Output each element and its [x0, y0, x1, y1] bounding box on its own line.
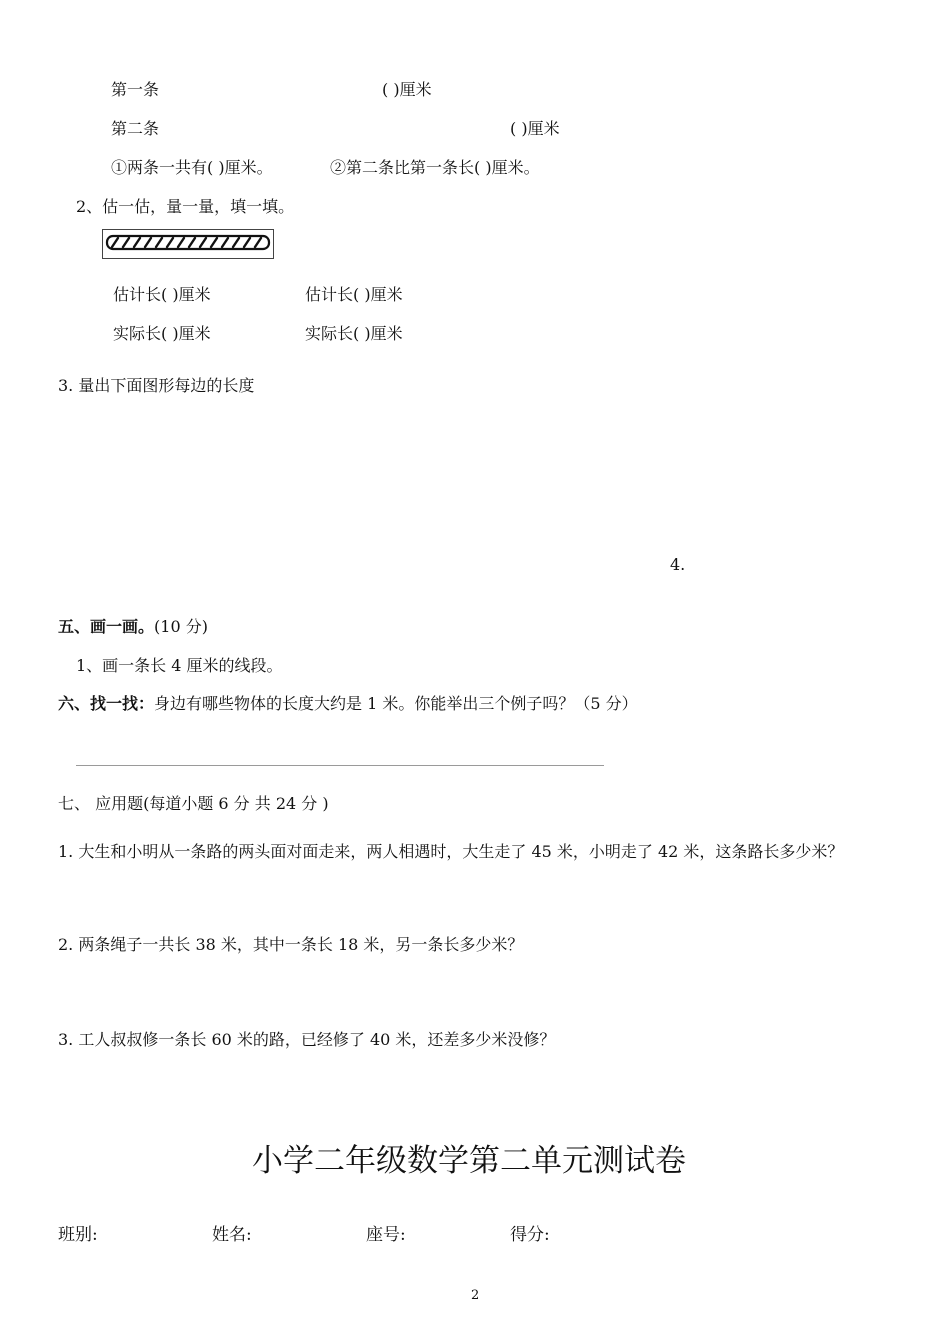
q4-label: 4. — [670, 555, 686, 574]
line1-label: 第一条 — [111, 80, 160, 99]
q1-sub1: ①两条一共有( )厘米。 — [111, 158, 273, 177]
answer-line — [76, 765, 604, 766]
q2-right-actual: 实际长( )厘米 — [305, 324, 403, 343]
q3-title: 3. 量出下面图形每边的长度 — [58, 376, 255, 395]
q2-left-estimate: 估计长( )厘米 — [113, 285, 211, 304]
section7-title: 七、 应用题(每道小题 6 分 共 24 分 ) — [58, 794, 329, 813]
section5-item1: 1、画一条长 4 厘米的线段。 — [76, 656, 283, 675]
seat-label: 座号: — [366, 1225, 406, 1245]
section5-score: (10 分) — [154, 617, 208, 636]
line2-label: 第二条 — [111, 119, 160, 138]
page-number: 2 — [471, 1288, 480, 1303]
q2-right-estimate: 估计长( )厘米 — [305, 285, 403, 304]
class-label: 班别: — [58, 1225, 98, 1245]
score-label: 得分: — [510, 1225, 550, 1245]
exam-title: 小学二年级数学第二单元测试卷 — [252, 1143, 686, 1179]
section7-problem2: 2. 两条绳子一共长 38 米，其中一条长 18 米，另一条长多少米？ — [58, 935, 524, 954]
name-label: 姓名: — [212, 1225, 252, 1245]
line2-answer: ( )厘米 — [510, 119, 560, 138]
line1-answer: ( )厘米 — [382, 80, 432, 99]
section6-text: 身边有哪些物体的长度大约是 1 米。你能举出三个例子吗？（5 分） — [154, 694, 638, 713]
q2-left-actual: 实际长( )厘米 — [113, 324, 211, 343]
pencil-figure — [102, 229, 274, 259]
q2-title: 2、估一估，量一量，填一填。 — [76, 197, 295, 216]
section7-problem3: 3. 工人叔叔修一条长 60 米的路，已经修了 40 米，还差多少米没修？ — [58, 1030, 556, 1049]
section5-heading — [58, 617, 208, 637]
q1-sub2: ②第二条比第一条长( )厘米。 — [330, 158, 540, 177]
pencil-icon — [103, 230, 273, 258]
section6-heading — [58, 694, 638, 714]
section5-title: 五、画一画。 — [58, 617, 155, 636]
section7-problem1: 1. 大生和小明从一条路的两头面对面走来，两人相遇时，大生走了 45 米，小明走了 42 米，这条路长多少米？ — [58, 842, 844, 861]
section6-title: 六、找一找： — [58, 694, 155, 713]
